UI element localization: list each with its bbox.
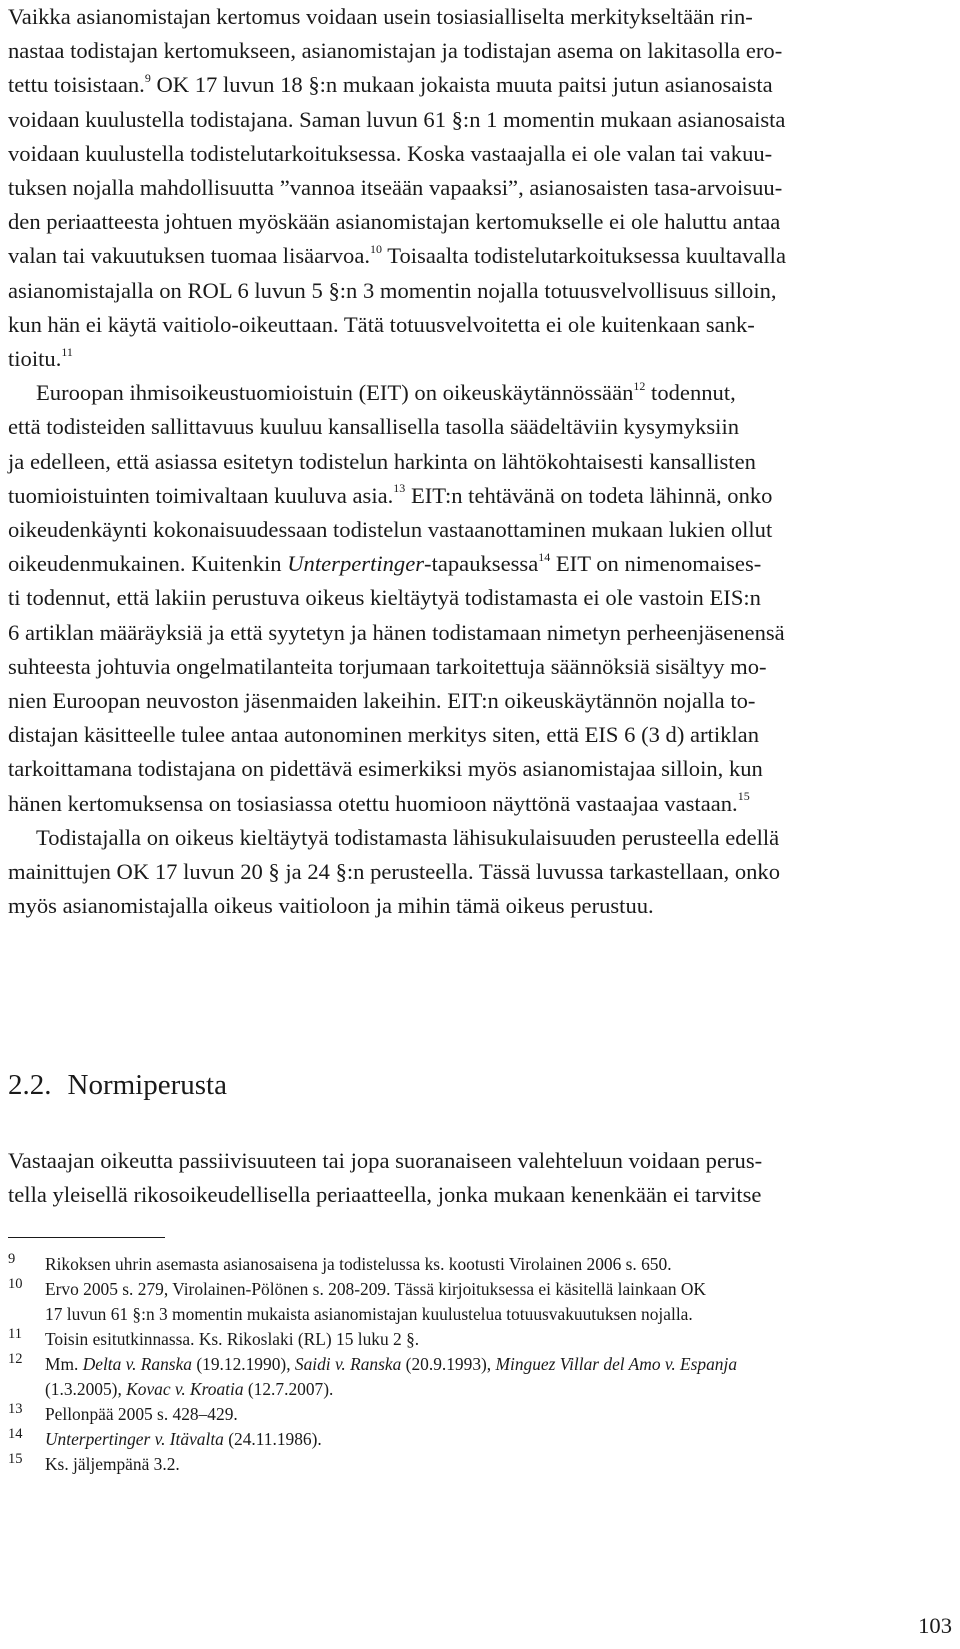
case-name: Unterpertinger xyxy=(287,551,425,577)
footnote-13: 13 Pellonpää 2005 s. 428–429. xyxy=(8,1401,238,1424)
footnote-14: 14 Unterpertinger v. Itävalta (24.11.1986). xyxy=(8,1426,322,1449)
footnote-ref-13[interactable]: 13 xyxy=(393,481,406,496)
footnotes xyxy=(8,1252,952,1477)
footnote-ref-15[interactable]: 15 xyxy=(737,789,750,804)
footnote-12: 12 Mm. Delta v. Ranska (19.12.1990), Saidi v. Ranska (20.9.1993), Minguez Villar del Amo v. Espanja (1.3.2005), Kovac v. Kroatia (12.7.2007). xyxy=(8,1351,738,1399)
footnote-9: 9 Rikoksen uhrin asemasta asianosaisena ja todistelussa ks. kootusti Virolainen 2006 s. 650. xyxy=(8,1251,672,1274)
footnote-10: 10 Ervo 2005 s. 279, Virolainen-Pölönen s. 208-209. Tässä kirjoituksessa ei käsitellä lainkaan OK 17 luvun 61 §:n 3 momentin mukaista asianomistajan kuulustelua totuusvakuutuksen nojalla. xyxy=(8,1276,706,1324)
section-number: 2.2. xyxy=(8,1069,52,1101)
section-heading xyxy=(8,1068,227,1102)
footnote-15: 15 Ks. jäljempänä 3.2. xyxy=(8,1451,180,1474)
paragraph-normiperusta: Vastaajan oikeutta passiivisuuteen tai jopa suoranaiseen valehteluun voidaan perus- tella yleisellä rikosoikeudellisella periaatteella, jonka mukaan kenenkään ei tarvitse xyxy=(8,1148,763,1208)
footnote-ref-14[interactable]: 14 xyxy=(538,549,551,564)
footnote-divider xyxy=(8,1237,165,1238)
page-number: 103 xyxy=(918,1613,952,1638)
footnote-ref-9[interactable]: 9 xyxy=(144,70,151,85)
main-text xyxy=(8,0,952,923)
paragraph-eit: Euroopan ihmisoikeustuomioistuin (EIT) on oikeuskäytännössään$^{12}$ todennut, että todisteiden sallittavuus kuuluu kansallisella tasolla säädeltäviin kysymyksiin ja edelleen, että asiassa esitetyn todistelun harkinta on lähtökohtaisesti kansallisten tuomioistuinten toimivaltaan kuuluva asia.$^{13}$ EIT:n tehtävänä on todeta lähinnä, onko oikeudenkäynti kokonaisuudessaan todistelun vastaanottaminen mukaan lukien ollut oikeudenmukainen. Kuitenkin Unterpertinger-tapauksessa$^{14}$ EIT on nimenomaises- ti todennut, että lakiin perustuva oikeus kieltäytyä todistamasta ei ole vastoin EIS:n 6 artiklan määräyksiä ja että syytetyn ja hänen todistamaan nimetyn perheenjäsenensä suhteesta johtuvia ongelmatilanteita torjumaan tarkoitettuja säännöksiä sisältyy mo- nien Euroopan neuvoston jäsenmaiden lakeihin. EIT:n oikeuskäytännön nojalla to- distajan käsitteelle tulee antaa autonominen merkitys siten, että EIS 6 (3 d) artiklan tarkoittamana todistajana on pidettävä esimerkiksi myös asianomistajaa silloin, kun hänen kertomuksensa on tosiasiassa otettu huomioon näyttönä vastaajaa vastaan.$^{15}$ xyxy=(8,378,785,816)
section-title: Normiperusta xyxy=(67,1069,227,1101)
paragraph-asianomistaja: Vaikka asianomistajan kertomus voidaan usein tosiasialliselta merkitykseltään rin- nastaa todistajan kertomukseen, asianomistajan ja todistajan asema on lakitasolla ero- tettu toisistaan.$^9$ OK 17 luvun 18 §:n mukaan jokaista muuta paitsi jutun asianosaista voidaan kuulustella todistajana. Saman luvun 61 §:n 1 momentin mukaan asianosaista voidaan kuulustella todistelutarkoituksessa. Koska vastaajalla ei ole valan tai vakuu- tuksen nojalla mahdollisuutta ”vannoa itseään vapaaksi”, asianosaisten tasa-arvoisuu- den periaatteesta johtuen myöskään asianomistajan kertomukselle ei ole haluttu antaa valan tai vakuutuksen tuomaa lisäarvoa.$^{10}$ Toisaalta todistelutarkoituksessa kuultavalla asianomistajalla on ROL 6 luvun 5 §:n 3 momentin nojalla totuusvelvollisuus silloin, kun hän ei käytä vaitiolo-oikeuttaan. Tätä totuusvelvoitetta ei ole kuitenkaan sank- tioitu.$^{11}$ xyxy=(8,4,786,372)
footnote-ref-10[interactable]: 10 xyxy=(370,241,383,256)
footnote-ref-11[interactable]: 11 xyxy=(61,344,73,359)
footnote-ref-12[interactable]: 12 xyxy=(633,378,646,393)
paragraph-kieltaytyminen: Todistajalla on oikeus kieltäytyä todistamasta lähisukulaisuuden perusteella edellä mainittujen OK 17 luvun 20 § ja 24 §:n perusteella. Tässä luvussa tarkastellaan, onko myös asianomistajalla oikeus vaitioloon ja mihin tämä oikeus perustuu. xyxy=(8,824,781,919)
footnote-11: 11 Toisin esitutkinnassa. Ks. Rikoslaki (RL) 15 luku 2 §. xyxy=(8,1326,420,1349)
